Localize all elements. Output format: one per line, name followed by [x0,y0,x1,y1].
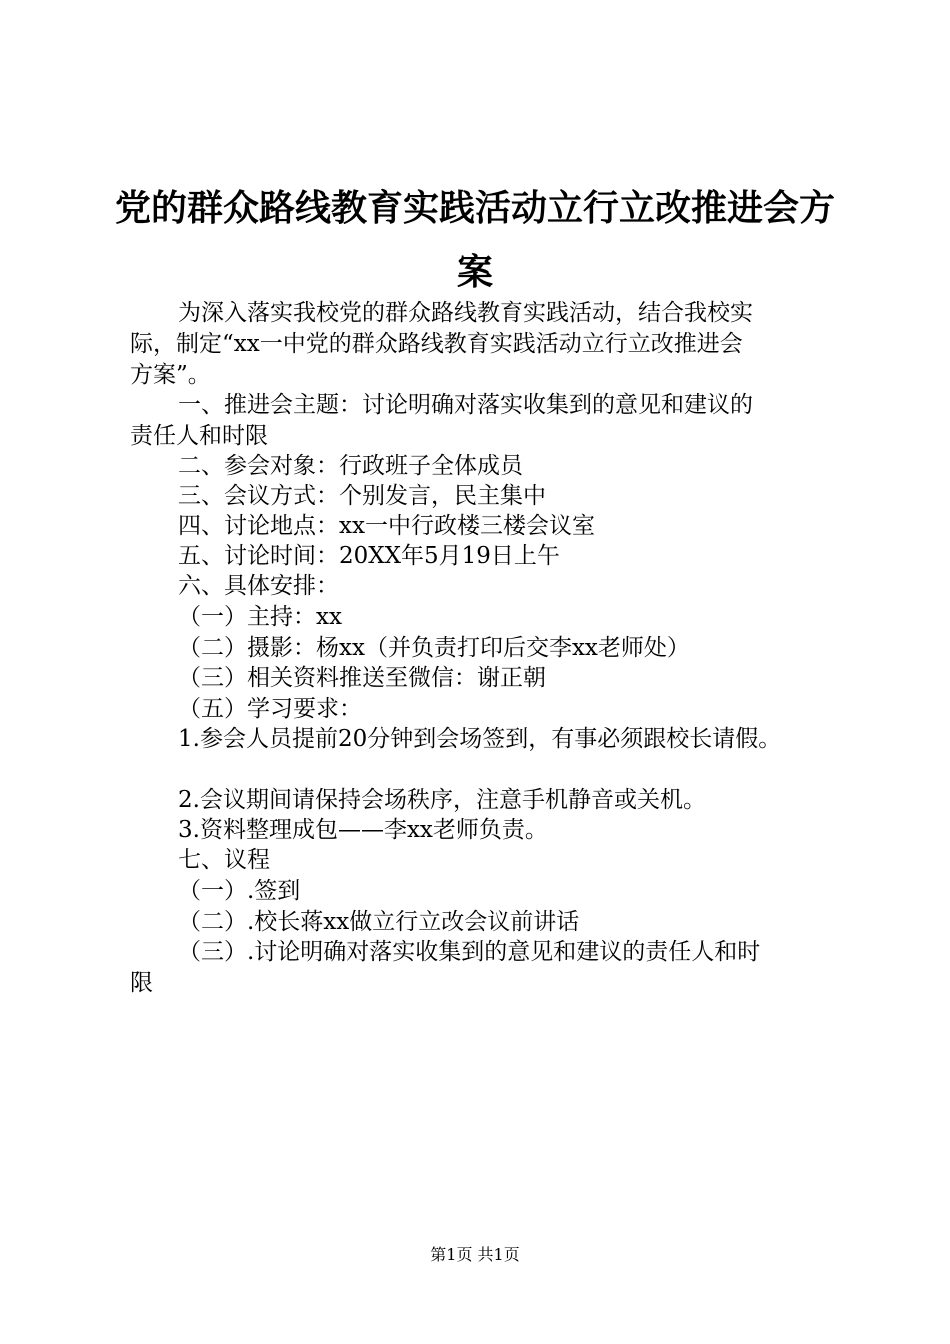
agenda-item-3-line-1: （三）.讨论明确对落实收集到的意见和建议的责任人和时 [178,939,761,965]
section-5-time: 五、讨论时间：20XX年5月19日上午 [178,543,560,569]
agenda-item-3-line-2: 限 [130,970,153,996]
paragraph-intro-line-3: 方案”。 [130,362,211,388]
arrangement-study-requirements: （五）学习要求： [178,696,362,722]
requirement-3: 3.资料整理成包——李xx老师负责。 [178,817,548,843]
agenda-item-1: （一）.签到 [178,878,301,904]
requirement-1: 1.参会人员提前20分钟到会场签到，有事必须跟校长请假。 [178,726,782,752]
agenda-item-2: （二）.校长蒋xx做立行立改会议前讲话 [178,909,580,935]
section-1-theme-line-2: 责任人和时限 [130,423,268,449]
section-1-theme-line-1: 一、推进会主题：讨论明确对落实收集到的意见和建议的 [178,392,753,418]
section-3-format: 三、会议方式：个别发言，民主集中 [178,483,546,509]
paragraph-intro-line-1: 为深入落实我校党的群众路线教育实践活动，结合我校实 [178,300,753,326]
arrangement-host: （一）主持：xx [178,604,342,630]
page-footer: 第1页 共1页 [430,1245,520,1264]
paragraph-intro-line-2: 际，制定“xx一中党的群众路线教育实践活动立行立改推进会 [130,331,743,357]
document-title-line-2: 案 [456,251,493,293]
section-6-arrangements: 六、具体安排： [178,573,339,599]
section-4-location: 四、讨论地点：xx一中行政楼三楼会议室 [178,513,595,539]
arrangement-photography: （二）摄影：杨xx（并负责打印后交李xx老师处） [178,635,690,661]
arrangement-wechat: （三）相关资料推送至微信：谢正朝 [178,665,546,691]
document-title-line-1: 党的群众路线教育实践活动立行立改推进会方 [114,187,835,229]
section-2-attendees: 二、参会对象：行政班子全体成员 [178,453,523,479]
section-7-agenda: 七、议程 [178,847,270,873]
requirement-2: 2.会议期间请保持会场秩序，注意手机静音或关机。 [178,787,706,813]
